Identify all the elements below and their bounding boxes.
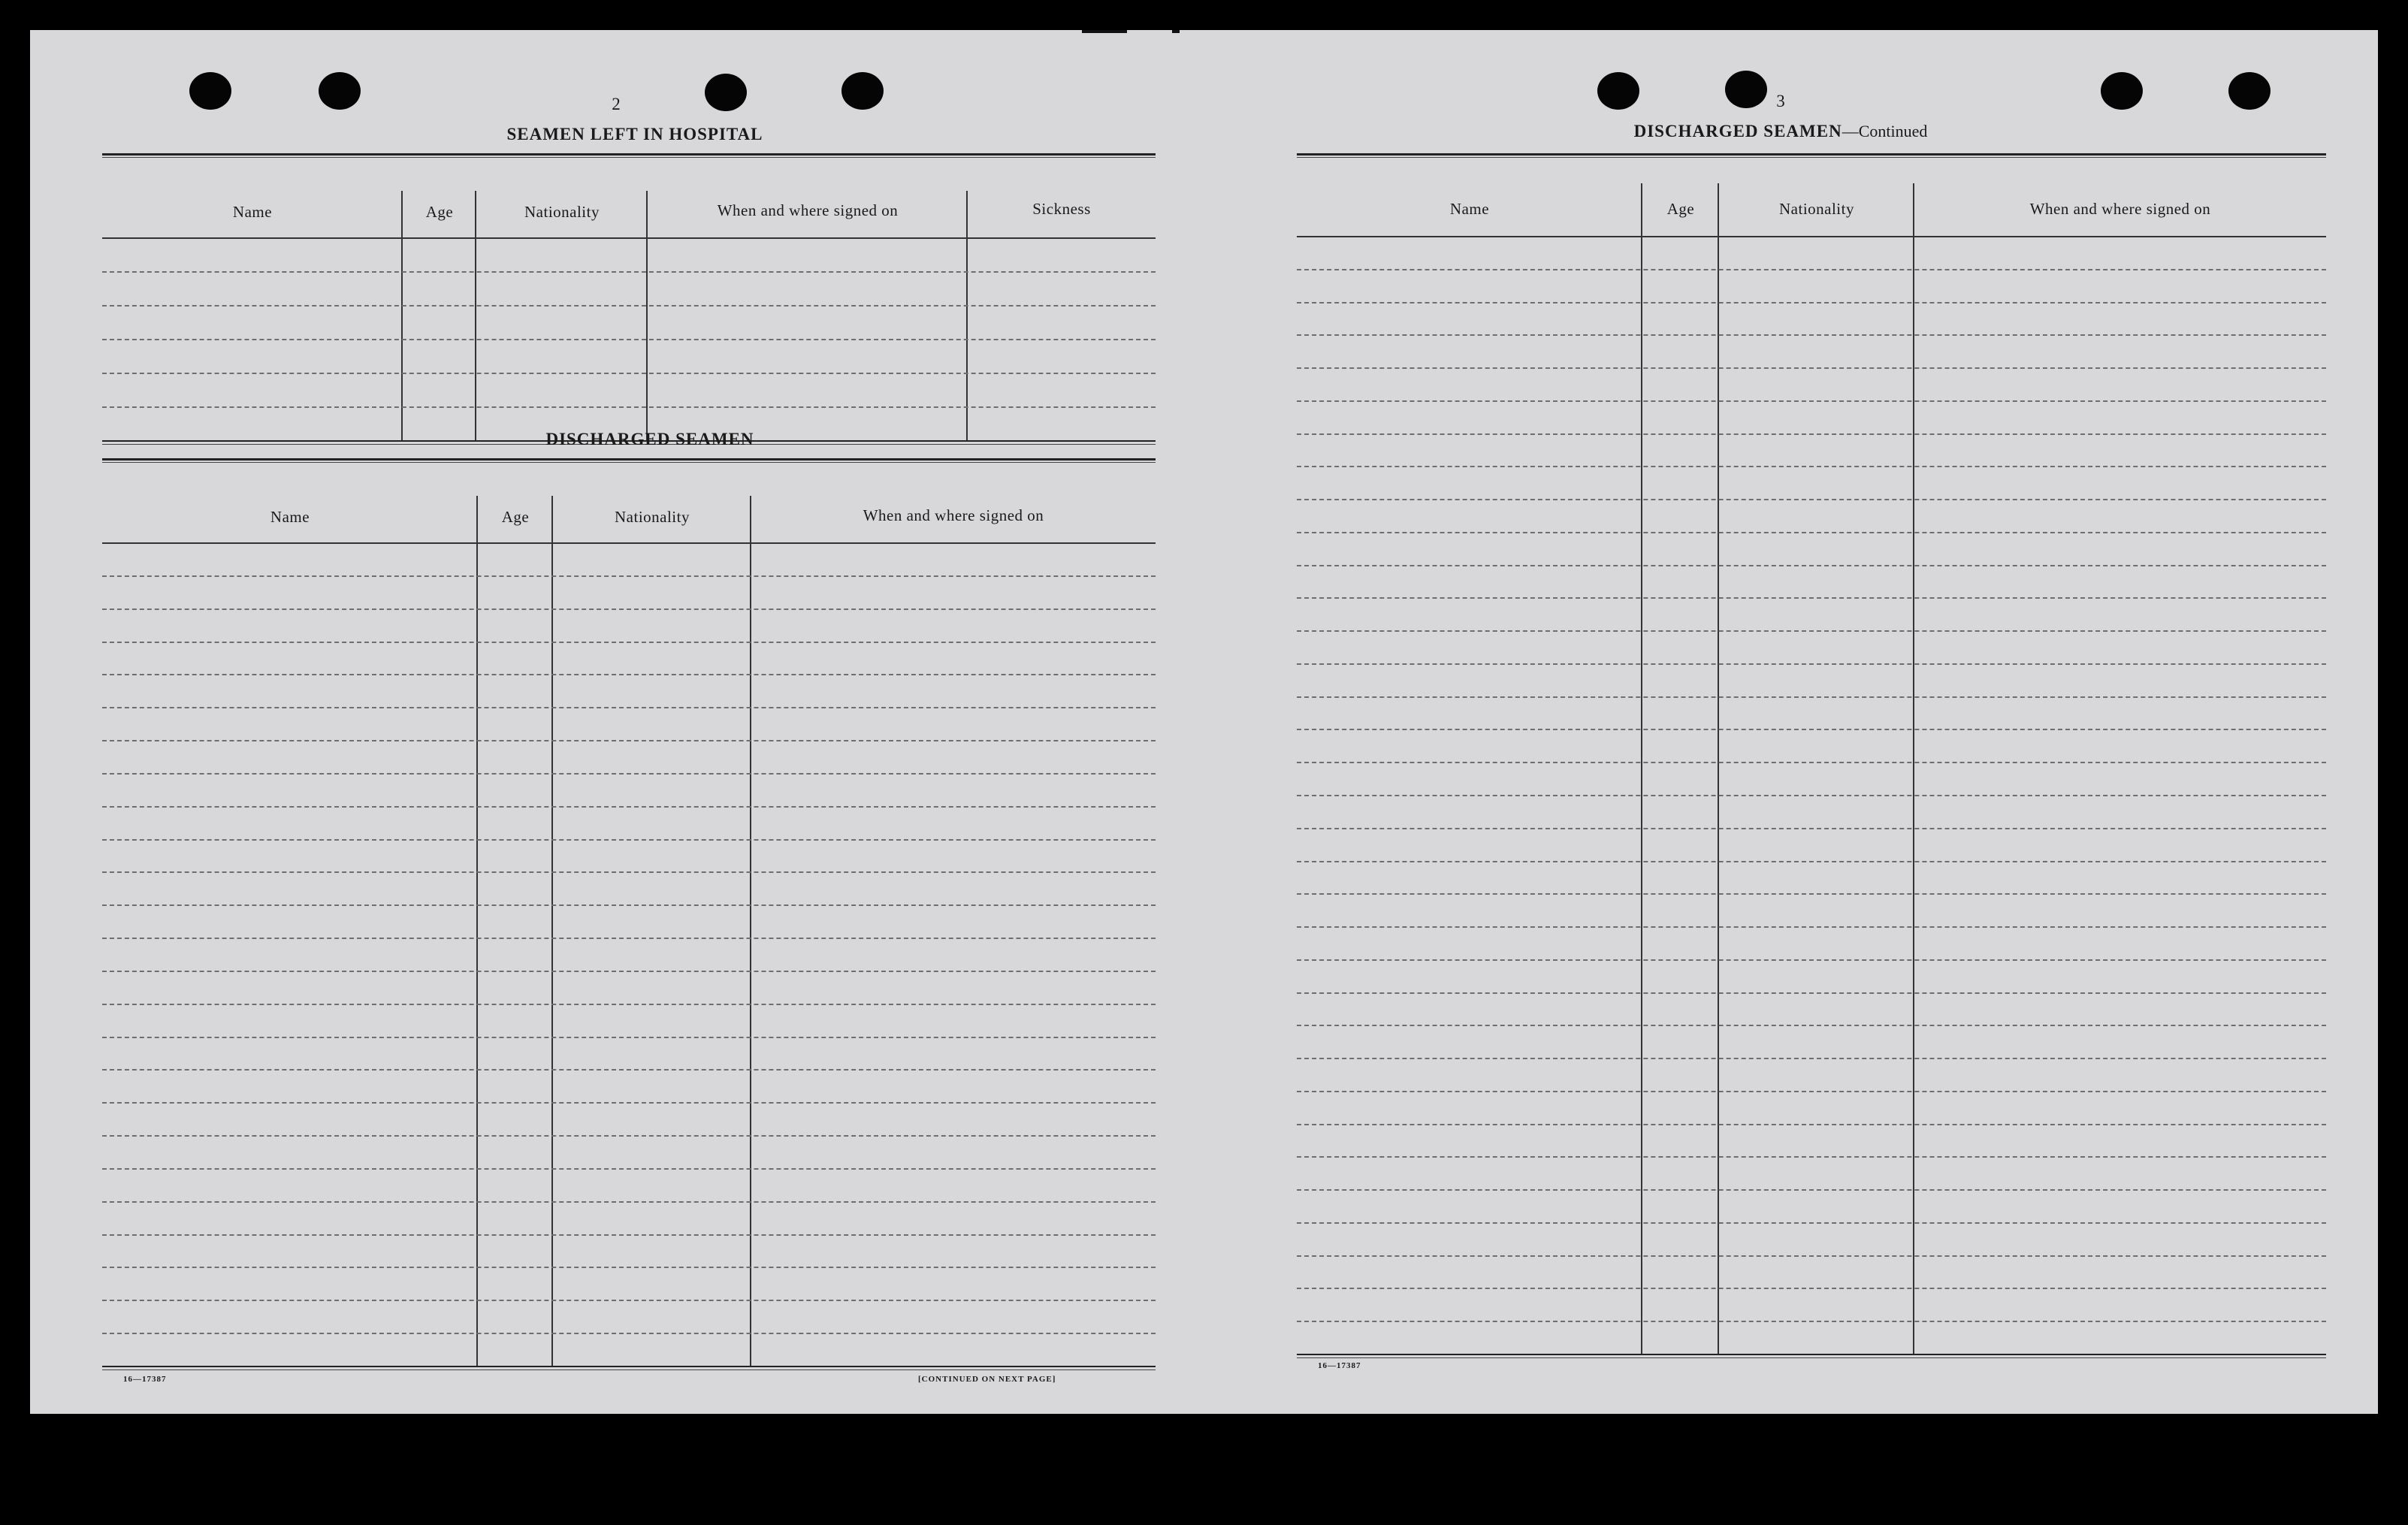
table-row-line	[102, 938, 1156, 939]
table-row-line	[102, 740, 1156, 741]
discharged-table-right	[1297, 153, 2326, 1363]
table-row-line	[1297, 762, 2326, 763]
table-header-rule	[1297, 236, 2326, 237]
punch-hole	[841, 72, 884, 110]
table-row-line	[1297, 269, 2326, 270]
table-row-line	[1297, 334, 2326, 336]
table-bottom-rule	[1297, 1354, 2326, 1358]
table-row-line	[102, 1102, 1156, 1104]
table-row-line	[1297, 565, 2326, 566]
form-number-right: 16—17387	[1318, 1361, 1361, 1370]
table-row-line	[102, 1135, 1156, 1137]
col-header-name: Name	[1449, 200, 1490, 218]
col-header-nationality: Nationality	[524, 203, 600, 221]
table-top-rule	[102, 458, 1156, 463]
table-row-line	[1297, 1321, 2326, 1322]
scan-artifact	[1172, 30, 1180, 33]
col-header-age: Age	[501, 508, 530, 526]
table-row-line	[102, 806, 1156, 808]
table-row-line	[102, 1300, 1156, 1301]
scan-artifact	[1082, 30, 1127, 33]
table-row-line	[102, 674, 1156, 675]
table-row-line	[1297, 828, 2326, 829]
punch-hole	[2101, 72, 2143, 110]
table-row-line	[102, 406, 1156, 408]
table-header-rule	[102, 237, 1156, 239]
table-row-line	[1297, 992, 2326, 994]
table-row-line	[1297, 1189, 2326, 1191]
table-row-line	[1297, 302, 2326, 303]
discharged-table-left	[102, 458, 1156, 1375]
col-header-when-where: When and where signed on	[2029, 200, 2211, 218]
table-row-line	[1297, 1091, 2326, 1092]
column-divider	[1641, 183, 1642, 1354]
table-top-rule	[1297, 153, 2326, 158]
table-row-line	[102, 339, 1156, 340]
column-divider	[475, 191, 476, 440]
table-row-line	[102, 271, 1156, 273]
table-row-line	[102, 1201, 1156, 1203]
col-header-when-where: When and where signed on	[717, 201, 899, 219]
table-row-line	[1297, 663, 2326, 665]
punch-hole	[705, 74, 747, 111]
table-row-line	[102, 871, 1156, 873]
page-number-right: 3	[1776, 92, 1785, 110]
table-row-line	[102, 839, 1156, 841]
scanned-form-spread	[30, 30, 2378, 1414]
table-row-line	[102, 642, 1156, 643]
table-row-line	[1297, 729, 2326, 730]
punch-hole	[319, 72, 361, 110]
column-divider	[646, 191, 648, 440]
col-header-name: Name	[232, 203, 273, 221]
table-row-line	[102, 1234, 1156, 1236]
punch-hole	[1597, 72, 1639, 110]
column-divider	[401, 191, 403, 440]
title-continued: —Continued	[1842, 122, 1928, 140]
page-number-left: 2	[612, 95, 621, 113]
discharged-continued-title	[1518, 122, 2044, 141]
table-row-line	[1297, 795, 2326, 796]
table-row-line	[102, 575, 1156, 577]
continued-note: [CONTINUED ON NEXT PAGE]	[918, 1375, 1056, 1384]
table-row-line	[102, 971, 1156, 972]
punch-hole	[189, 72, 231, 110]
table-row-line	[102, 1168, 1156, 1170]
table-row-line	[1297, 1288, 2326, 1289]
hospital-table	[102, 153, 1156, 448]
col-header-age: Age	[1666, 200, 1695, 218]
table-bottom-rule	[102, 1366, 1156, 1370]
col-header-name: Name	[270, 508, 310, 526]
table-row-line	[102, 707, 1156, 708]
table-row-line	[102, 1004, 1156, 1005]
table-row-line	[1297, 959, 2326, 961]
discharged-section-title: DISCHARGED SEAMEN	[545, 430, 754, 448]
column-divider	[1913, 183, 1914, 1354]
col-header-nationality: Nationality	[615, 508, 690, 526]
table-top-rule	[102, 153, 1156, 158]
table-row-line	[1297, 861, 2326, 862]
title-main: DISCHARGED SEAMEN	[1633, 122, 1842, 140]
table-row-line	[102, 1333, 1156, 1334]
table-row-line	[1297, 696, 2326, 698]
table-row-line	[102, 608, 1156, 610]
table-row-line	[102, 305, 1156, 307]
table-row-line	[1297, 466, 2326, 467]
table-row-line	[1297, 1124, 2326, 1125]
column-divider	[1718, 183, 1719, 1354]
col-header-age: Age	[425, 203, 454, 221]
table-row-line	[1297, 400, 2326, 402]
table-row-line	[102, 904, 1156, 906]
table-row-line	[102, 1037, 1156, 1038]
column-divider	[966, 191, 968, 440]
table-row-line	[1297, 433, 2326, 435]
form-number-left: 16—17387	[123, 1375, 167, 1384]
col-header-nationality: Nationality	[1779, 200, 1854, 218]
col-header-sickness: Sickness	[1032, 200, 1091, 218]
table-row-line	[1297, 1058, 2326, 1059]
table-row-line	[1297, 1025, 2326, 1026]
table-row-line	[102, 373, 1156, 374]
table-row-line	[102, 773, 1156, 775]
table-header-rule	[102, 542, 1156, 544]
hospital-section-title: SEAMEN LEFT IN HOSPITAL	[506, 125, 763, 143]
table-row-line	[1297, 597, 2326, 599]
table-row-line	[1297, 1156, 2326, 1158]
table-row-line	[1297, 926, 2326, 928]
table-row-line	[1297, 367, 2326, 369]
table-row-line	[1297, 532, 2326, 533]
table-row-line	[102, 1069, 1156, 1071]
col-header-when-where: When and where signed on	[863, 506, 1044, 524]
table-row-line	[1297, 1255, 2326, 1257]
table-row-line	[1297, 630, 2326, 632]
table-row-line	[1297, 893, 2326, 895]
table-row-line	[102, 1267, 1156, 1268]
table-row-line	[1297, 499, 2326, 500]
table-row-line	[1297, 1222, 2326, 1224]
punch-hole	[2228, 72, 2271, 110]
